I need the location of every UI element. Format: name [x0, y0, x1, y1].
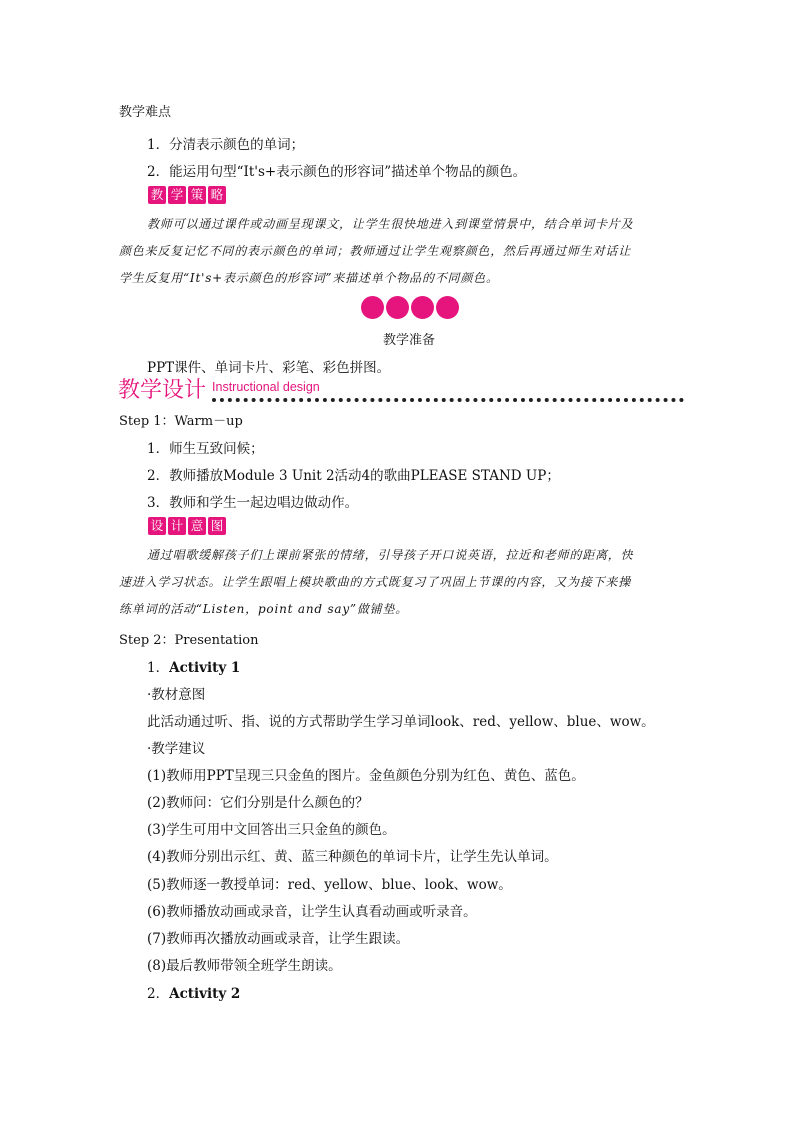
badge-char: 策 [188, 186, 206, 204]
suggest-heading: ·教学建议 [147, 741, 206, 757]
suggestion-item: (3)学生可用中文回答出三只金鱼的颜色。 [147, 822, 396, 838]
difficulty-item: 2．能运用句型“It's+表示颜色的形容词”描述单个物品的颜色。 [147, 164, 527, 180]
intent-line: 通过唱歌缓解孩子们上课前紧张的情绪，引导孩子开口说英语，拉近和老师的距离，快 [147, 548, 634, 562]
intent-line: 速进入学习状态。让学生跟唱上模块歌曲的方式既复习了巩固上节课的内容，又为接下来操 [119, 575, 632, 589]
suggestion-item: (8)最后教师带领全班学生朗读。 [147, 958, 342, 974]
strategy-badge [148, 186, 226, 206]
activity2-heading [147, 982, 240, 1002]
step1-title: Step 1：Warm－up [119, 414, 243, 429]
activity1-heading [147, 656, 240, 676]
circle-icon [436, 296, 459, 319]
preparation-text: PPT课件、单词卡片、彩笔、彩色拼图。 [147, 360, 391, 376]
difficulty-item: 1．分清表示颜色的单词； [147, 137, 305, 153]
suggestion-item: (7)教师再次播放动画或录音，让学生跟读。 [147, 931, 410, 947]
badge-char: 意 [188, 517, 206, 535]
strategy-line: 教师可以通过课件或动画呈现课文，让学生很快地进入到课堂情景中，结合单词卡片及 [147, 217, 634, 231]
step2-title: Step 2：Presentation [119, 633, 259, 648]
badge-char: 教 [148, 186, 166, 204]
suggestion-item: (6)教师播放动画或录音，让学生认真看动画或听录音。 [147, 904, 477, 920]
design-title-en: Instructional design [212, 380, 320, 394]
step1-item: 3．教师和学生一起边唱边做动作。 [147, 495, 359, 511]
badge-char: 略 [208, 186, 226, 204]
suggestion-item: (1)教师用PPT呈现三只金鱼的图片。金鱼颜色分别为红色、黄色、蓝色。 [147, 768, 585, 784]
activity1-number: 1． [147, 660, 170, 676]
suggestion-item: (2)教师问：它们分别是什么颜色的？ [147, 795, 369, 811]
preparation-heading: 教学准备 [383, 333, 436, 348]
circle-icon [411, 296, 434, 319]
strategy-line: 学生反复用“It's+表示颜色的形容词”来描述单个物品的不同颜色。 [119, 271, 499, 285]
material-intent-text: 此活动通过听、指、说的方式帮助学生学习单词look、red、yellow、blue、wow。 [147, 714, 655, 730]
badge-char: 计 [168, 517, 186, 535]
design-title-zh: 教学设计 [118, 378, 207, 403]
activity2-label: Activity 2 [169, 986, 241, 1002]
difficulty-heading: 教学难点 [119, 105, 172, 120]
step1-item: 2．教师播放Module 3 Unit 2活动4的歌曲PLEASE STAND UP； [147, 468, 560, 484]
strategy-line: 颜色来反复记忆不同的表示颜色的单词；教师通过让学生观察颜色，然后再通过师生对话让 [119, 244, 632, 258]
circle-icon [386, 296, 409, 319]
decorative-circles [361, 296, 459, 319]
badge-char: 设 [148, 517, 166, 535]
dotted-divider [212, 398, 684, 402]
suggestion-item: (5)教师逐一教授单词：red、yellow、blue、look、wow。 [147, 877, 512, 893]
activity2-number: 2． [147, 986, 170, 1002]
circle-icon [361, 296, 384, 319]
step1-item: 1．师生互致问候； [147, 441, 264, 457]
intent-badge [148, 517, 226, 537]
badge-char: 图 [208, 517, 226, 535]
badge-char: 学 [168, 186, 186, 204]
suggestion-item: (4)教师分别出示红、黄、蓝三种颜色的单词卡片，让学生先认单词。 [147, 849, 558, 865]
intent-line: 练单词的活动“Listen，point and say”做铺垫。 [119, 602, 409, 616]
activity1-label: Activity 1 [169, 660, 241, 676]
material-intent-heading: ·教材意图 [147, 687, 206, 703]
